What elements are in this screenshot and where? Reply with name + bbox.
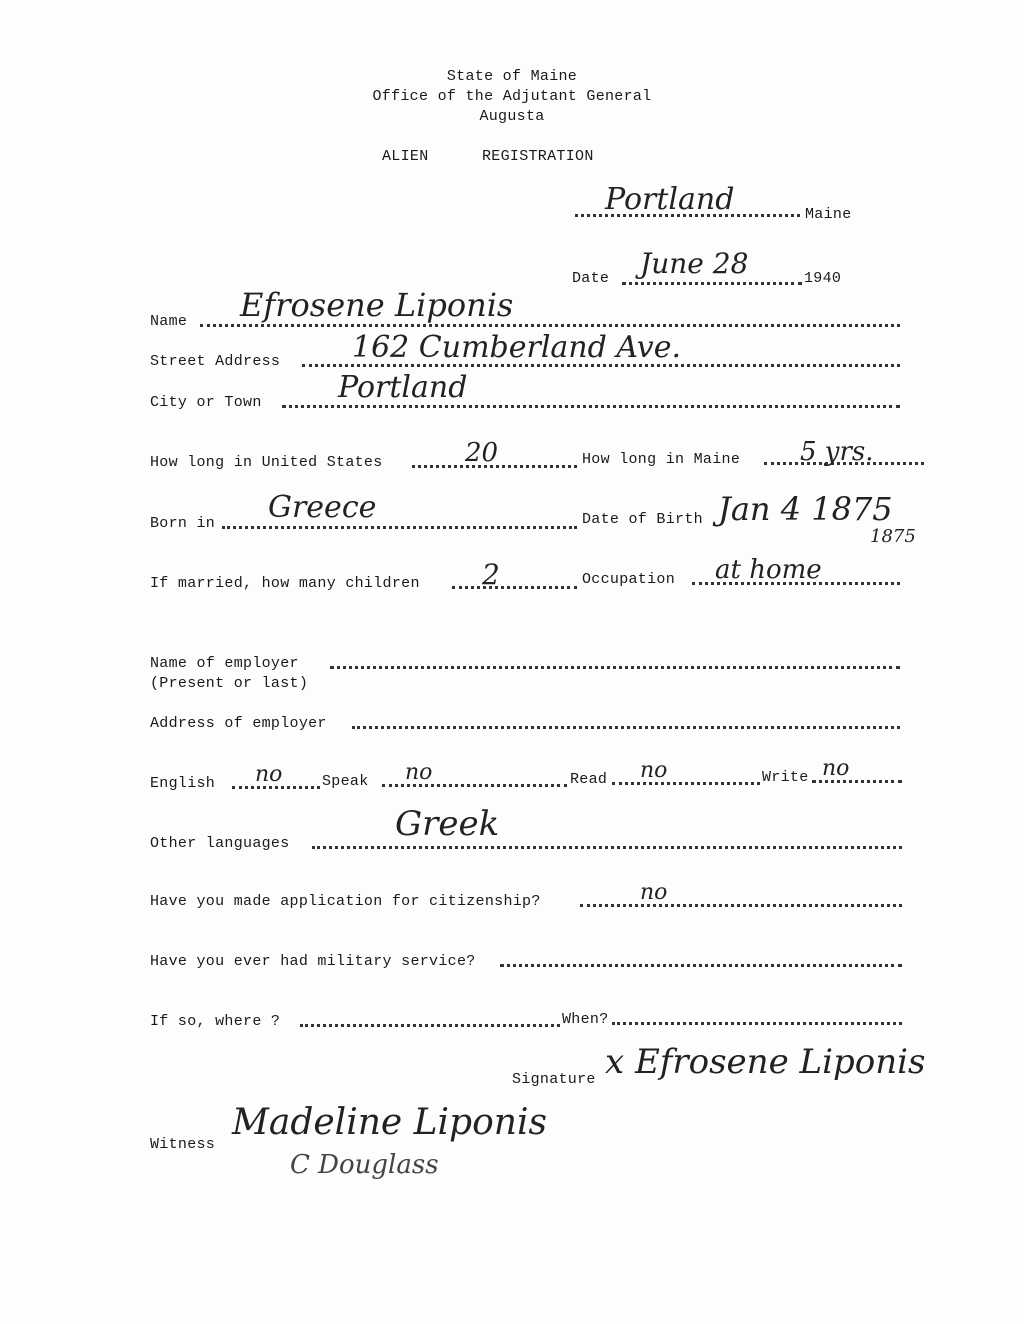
place-value[interactable]: Portland bbox=[605, 182, 735, 217]
born-in-value[interactable]: Greece bbox=[268, 490, 377, 525]
header-city: Augusta bbox=[479, 108, 545, 125]
when-label: When? bbox=[562, 1011, 609, 1028]
children-label: If married, how many children bbox=[150, 575, 420, 592]
military-label: Have you ever had military service? bbox=[150, 953, 476, 970]
employer-label: Name of employer bbox=[150, 655, 299, 672]
form-title-registration: REGISTRATION bbox=[482, 148, 594, 165]
born-in-dots bbox=[222, 526, 577, 529]
signature-value[interactable]: x Efrosene Liponis bbox=[605, 1042, 926, 1082]
citizenship-value[interactable]: no bbox=[640, 880, 668, 905]
citizenship-label: Have you made application for citizenship? bbox=[150, 893, 541, 910]
occupation-value[interactable]: at home bbox=[715, 555, 822, 585]
speak-value[interactable]: no bbox=[405, 760, 433, 785]
street-label: Street Address bbox=[150, 353, 281, 370]
speak-label: Speak bbox=[322, 773, 369, 790]
city-label: City or Town bbox=[150, 394, 262, 411]
name-label: Name bbox=[150, 313, 188, 330]
how-long-us-label: How long in United States bbox=[150, 454, 383, 471]
occupation-label: Occupation bbox=[582, 571, 676, 588]
english-label: English bbox=[150, 775, 216, 792]
other-languages-label: Other languages bbox=[150, 835, 290, 852]
date-label: Date bbox=[572, 270, 610, 287]
children-dots bbox=[452, 586, 577, 589]
military-dots[interactable] bbox=[500, 964, 902, 967]
where-label: If so, where ? bbox=[150, 1013, 281, 1030]
signature-label: Signature bbox=[512, 1071, 596, 1088]
street-value[interactable]: 162 Cumberland Ave. bbox=[352, 330, 682, 365]
children-value[interactable]: 2 bbox=[482, 558, 500, 591]
when-dots[interactable] bbox=[612, 1022, 902, 1025]
write-label: Write bbox=[762, 769, 809, 786]
dob-label: Date of Birth bbox=[582, 511, 703, 528]
witness-value[interactable]: Madeline Liponis bbox=[232, 1102, 547, 1143]
header-state: State of Maine bbox=[446, 68, 578, 85]
born-in-label: Born in bbox=[150, 515, 216, 532]
witness-label: Witness bbox=[150, 1136, 216, 1153]
how-long-me-label: How long in Maine bbox=[582, 451, 741, 468]
how-long-us-value[interactable]: 20 bbox=[465, 438, 499, 468]
read-dots bbox=[612, 782, 760, 785]
name-dots bbox=[200, 324, 900, 327]
dob-value[interactable]: Jan 4 1875 bbox=[718, 490, 893, 528]
write-value[interactable]: no bbox=[822, 756, 850, 781]
employer-address-label: Address of employer bbox=[150, 715, 327, 732]
english-value[interactable]: no bbox=[255, 762, 283, 787]
employer-address-dots[interactable] bbox=[352, 726, 900, 729]
dob-correction: 1875 bbox=[870, 526, 916, 547]
place-suffix: Maine bbox=[805, 206, 852, 223]
employer-dots[interactable] bbox=[330, 666, 900, 669]
name-value[interactable]: Efrosene Liponis bbox=[240, 286, 514, 324]
date-dots bbox=[622, 282, 802, 285]
read-value[interactable]: no bbox=[640, 758, 668, 783]
date-value[interactable]: June 28 bbox=[640, 247, 749, 280]
witness-value-secondary: C Douglass bbox=[290, 1150, 439, 1180]
read-label: Read bbox=[570, 771, 608, 788]
date-year: 1940 bbox=[804, 270, 842, 287]
citizenship-dots bbox=[580, 904, 902, 907]
city-dots bbox=[282, 405, 900, 408]
other-languages-dots bbox=[312, 846, 902, 849]
header-office: Office of the Adjutant General bbox=[372, 88, 652, 105]
employer-sublabel: (Present or last) bbox=[150, 675, 309, 692]
city-value[interactable]: Portland bbox=[338, 370, 468, 405]
other-languages-value[interactable]: Greek bbox=[395, 804, 500, 844]
form-title-alien: ALIEN bbox=[382, 148, 429, 165]
where-dots[interactable] bbox=[300, 1024, 560, 1027]
how-long-me-value[interactable]: 5 yrs. bbox=[800, 437, 874, 467]
